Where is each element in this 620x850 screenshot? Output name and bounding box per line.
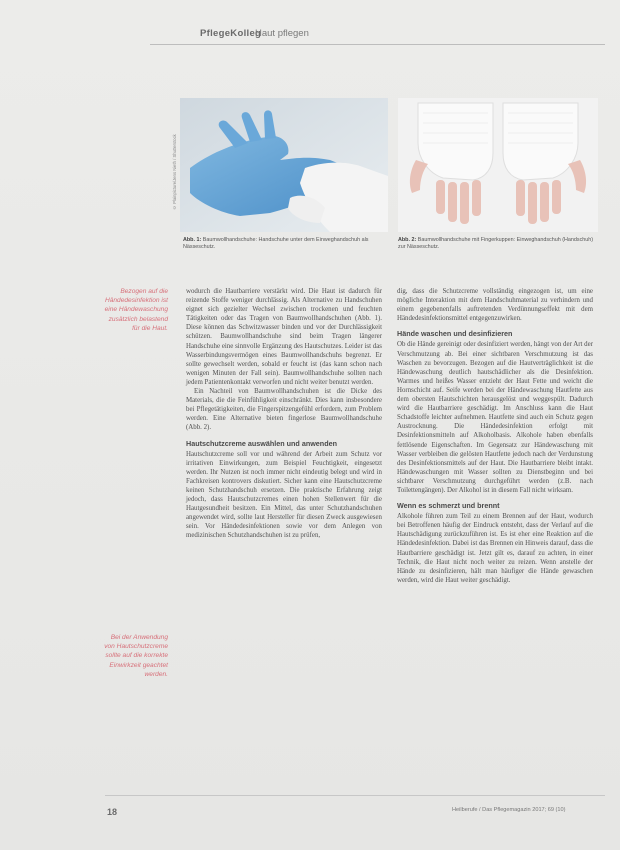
figure-2-caption [398, 237, 598, 251]
text-column-left [186, 287, 382, 541]
gloved-hands-image [180, 98, 388, 232]
page-number: 18 [107, 807, 118, 817]
header-rule [150, 44, 605, 45]
header-brand: PflegeKolleg [200, 28, 262, 39]
section-heading: Hautschutzcreme auswählen und anwenden [186, 438, 337, 448]
footer-rule [105, 795, 605, 796]
sidenote-1: Bezogen auf die Händedesinfektion ist eine Händewaschung zusätzlich belastend für die Haut. [104, 288, 168, 332]
figure-2-text: Baumwollhandschuhe mit Fingerkuppen: Einweghandschuh (Handschuh) zur Nässeschutz. [398, 237, 594, 250]
figure-1-label: Abb. 1: [183, 237, 202, 243]
paragraph: Alkohole führen zum Teil zu einem Brennen auf der Haut, wodurch bei Betroffenen häufig der Eindruck entsteht, dass der Verlauf auf die Hautschädigung zurückzuführen ist. Es ist eher eine Reaktion auf die Händedesinfektion. Dabei ist das Brennen ein Hinweis darauf, dass die Hautbarriere geschädigt ist. Jetzt gilt es, darauf zu achten, in einer Technik, die Haut nicht noch weiter zu reizen. Wenn anstelle der Hände zu desinfizieren, hält man häufiger die Hände gewaschen werden, wird die Haut weiter geschädigt. [397, 513, 593, 584]
text-column-right [397, 287, 593, 585]
fingerless-gloves-image [398, 98, 598, 232]
figure-1-text: Baumwollhandschuhe: Handschuhe unter dem Einweghandschuh als Nässeschutz. [183, 237, 369, 250]
section-heading: Wenn es schmerzt und brennt [397, 501, 500, 511]
paragraph: Ob die Hände gereinigt oder desinfiziert werden, hängt von der Art der Verschmutzung ab. Bei einer sichtbaren Verschmutzung ist das Waschen zu bevorzugen. Bezogen auf die Hautverträglichkeit ist die Händewaschung deutlich hautschädlicher als die Desinfektion. Warmes und heißes Wasser entzieht der Haut Fette und weicht die Hornschicht auf. Seife werden bei der Händewaschung Hautfette aus dem obersten Hautschichten herausgelöst und weggespült. Dadurch wird die Hautbarriere geschädigt. Im Anschluss kann die Haut Schadstoffe leichter aufnehmen. Hautfette sind auch ein Schutz gegen Austrocknung. Die Händedesinfektion erfolgt mit Desinfektionsmitteln auf Alkoholbasis. Alkohole haben ebenfalls fettlösende Eigenschaften. Im Gegensatz zur Händewaschung mit Wasser verbleiben die gelösten Hautfette jedoch nach der Verdunstung des Desinfektionsmittels auf der Haut. Die Hautbarriere bleibt intakt. Händewaschungen mit Wasser sollten zu Dienstbeginn und bei sichtbarer Verschmutzung durchgeführt werden (z.B. nach Toilettengängen). Der Alkohol ist in diesem Fall nicht wirksam. [397, 341, 593, 494]
footer-journal: Heilberufe / Das Pflegemagazin 2017; 69 (10) [452, 807, 566, 813]
paragraph: wodurch die Hautbarriere verstärkt wird. Die Haut ist dadurch für reizende Stoffe weniger durchlässig. Als Alternative zu Handschuhen eignet sich gezielter Wechsel zwischen trockenen und feuchten Tätigkeiten oder das Tragen von Baumwollhandschuhen (Abb. 1). Diese können das Schwitzwasser binden und vor der Durchlässigkeit schützen. Baumwollhandschuhe sind beim Tragen längerer Handschuhe eine sinnvolle Ergänzung des Hautschutzes. Leider ist das Wasserbindungsvermögen eines Baumwollhandschuhs begrenzt. Er sollte gewechselt werden, sobald er feucht ist (das kann schon nach wenigen Minuten der Fall sein). Baumwollhandschuhe sollten nach jedem Patientenkontakt verworfen und nicht weiter benutzt werden. [186, 288, 382, 386]
sidenote-2: Bei der Anwendung von Hautschutzcreme sollte auf die korrekte Einwirkzeit geachtet werden. [104, 634, 168, 678]
page-header [0, 0, 620, 50]
paragraph: Ein Nachteil von Baumwollhandschuhen ist die Dicke des Materials, die die Feinfühligkeit einschränkt. Dies kann insbesondere bei Pflegetätigkeiten, die Fingerspitzengefühl erfordern, zum Problem werden. Eine Alternative bieten fingerlose Baumwollhandschuhe (Abb. 2). [186, 388, 382, 432]
figure-2-photo [398, 98, 598, 232]
paragraph: dig, dass die Schutzcreme vollständig eingezogen ist, um eine mögliche Interaktion mit dem Handschuhmaterial zu verhindern und einem gegebenenfalls auftretenden Verdünnungseffekt mit dem Händedesinfektionsmittel entgegenzuwirken. [397, 288, 593, 323]
figure-2-label: Abb. 2: [398, 237, 417, 243]
photo-credit: © Plainpicture/Jens Nieth / Shutterstock [172, 134, 177, 210]
section-heading: Hände waschen und desinfizieren [397, 329, 513, 339]
header-section: Haut pflegen [255, 28, 309, 39]
figure-1-caption [183, 237, 388, 251]
paragraph: Hautschutzcreme soll vor und während der Arbeit zum Schutz vor irritativen Einwirkungen, zum Beispiel Feuchtigkeit, eingesetzt werden. Ihr Nutzen ist noch immer nicht eindeutig belegt und wird in Fachkreisen kontrovers diskutiert. Sicher kann eine Hautschutzcreme keinen Schutzhandschuh ersetzen. Die praktische Erfahrung zeigt jedoch, dass Hautschutzcremes einen hohen Stellenwert für die Hautgesundheit besitzen. Ein Mittel, das unter Schutzhandschuhen angewendet wird, sollte laut Hersteller für diesen Zweck ausgewiesen sein. Vor Händedesinfektionen sowie vor dem Anlegen von medizinischen Schutzhandschuhen ist zu prüfen, [186, 450, 382, 540]
figure-1-photo [180, 98, 388, 232]
